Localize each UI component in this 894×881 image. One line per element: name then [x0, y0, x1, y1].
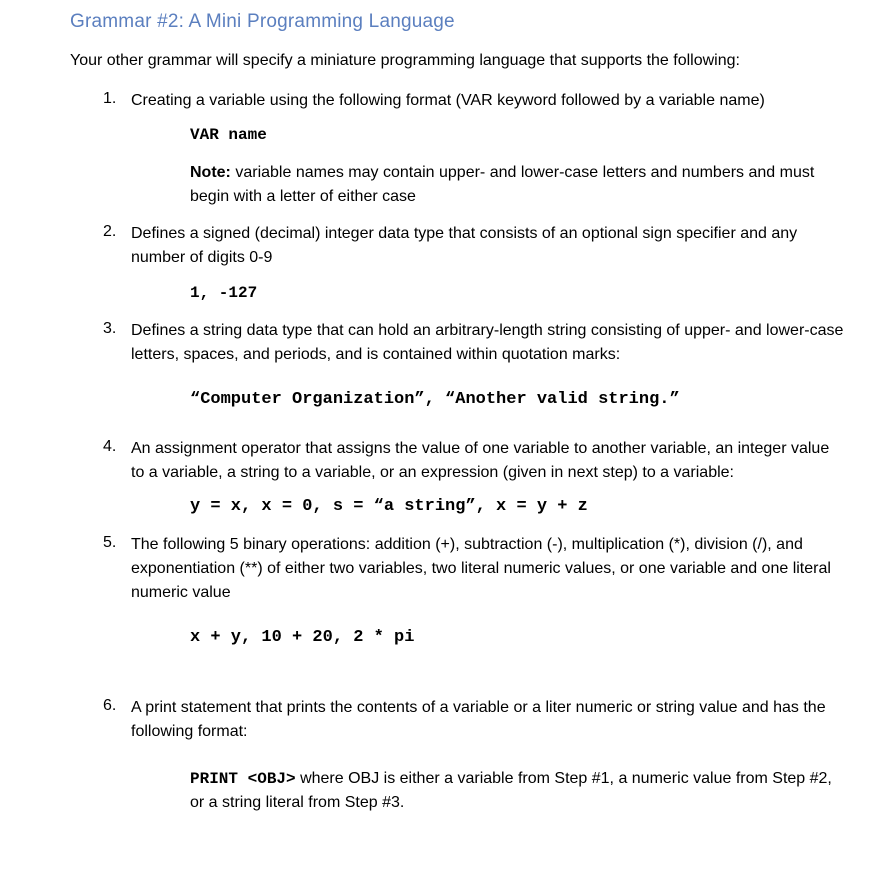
code-example: PRINT <OBJ> — [190, 770, 296, 788]
code-example: x + y, 10 + 20, 2 * pi — [190, 628, 415, 647]
list-number: 2. — [103, 223, 117, 240]
note-label: Note: — [190, 164, 231, 181]
code-example: y = x, x = 0, s = “a string”, x = y + z — [190, 497, 588, 516]
print-desc-text: where OBJ is either a variable from Step #1, a numeric value from Step #2, or a string literal from Step #3. — [190, 770, 832, 811]
list-item-text: An assignment operator that assigns the value of one variable to another variable, an integer value to a variable, a string to a variable, or an expression (given in next step) to a variable: — [131, 440, 830, 481]
note-text: variable names may contain upper- and lower-case letters and numbers and must begin with a letter of either case — [190, 164, 815, 205]
code-example: VAR name — [190, 126, 267, 144]
list-number: 3. — [103, 320, 117, 337]
code-example: 1, -127 — [190, 284, 258, 302]
intro-paragraph: Your other grammar will specify a miniature programming language that supports the following: — [70, 52, 740, 69]
list-number: 1. — [103, 90, 117, 107]
note-paragraph — [190, 161, 850, 209]
list-item-text: Defines a signed (decimal) integer data type that consists of an optional sign specifier and any number of digits 0-9 — [131, 225, 798, 266]
list-item-text: Defines a string data type that can hold an arbitrary-length string consisting of upper- and lower-case letters, spaces, and periods, and is contained within quotation marks: — [131, 322, 844, 363]
list-number: 4. — [103, 438, 117, 455]
code-example: “Computer Organization”, “Another valid string.” — [190, 390, 680, 409]
list-item-text: A print statement that prints the contents of a variable or a liter numeric or string value and has the following format: — [131, 699, 826, 740]
list-item-text: Creating a variable using the following format (VAR keyword followed by a variable name) — [131, 92, 765, 109]
list-item-text: The following 5 binary operations: addition (+), subtraction (-), multiplication (*), division (/), and exponentiation (**) of either two variables, two literal numeric values, or one variable and one literal numeric value — [131, 536, 831, 601]
list-number: 6. — [103, 697, 117, 714]
section-heading: Grammar #2: A Mini Programming Language — [70, 11, 455, 32]
list-number: 5. — [103, 534, 117, 551]
print-statement-description — [190, 767, 850, 815]
